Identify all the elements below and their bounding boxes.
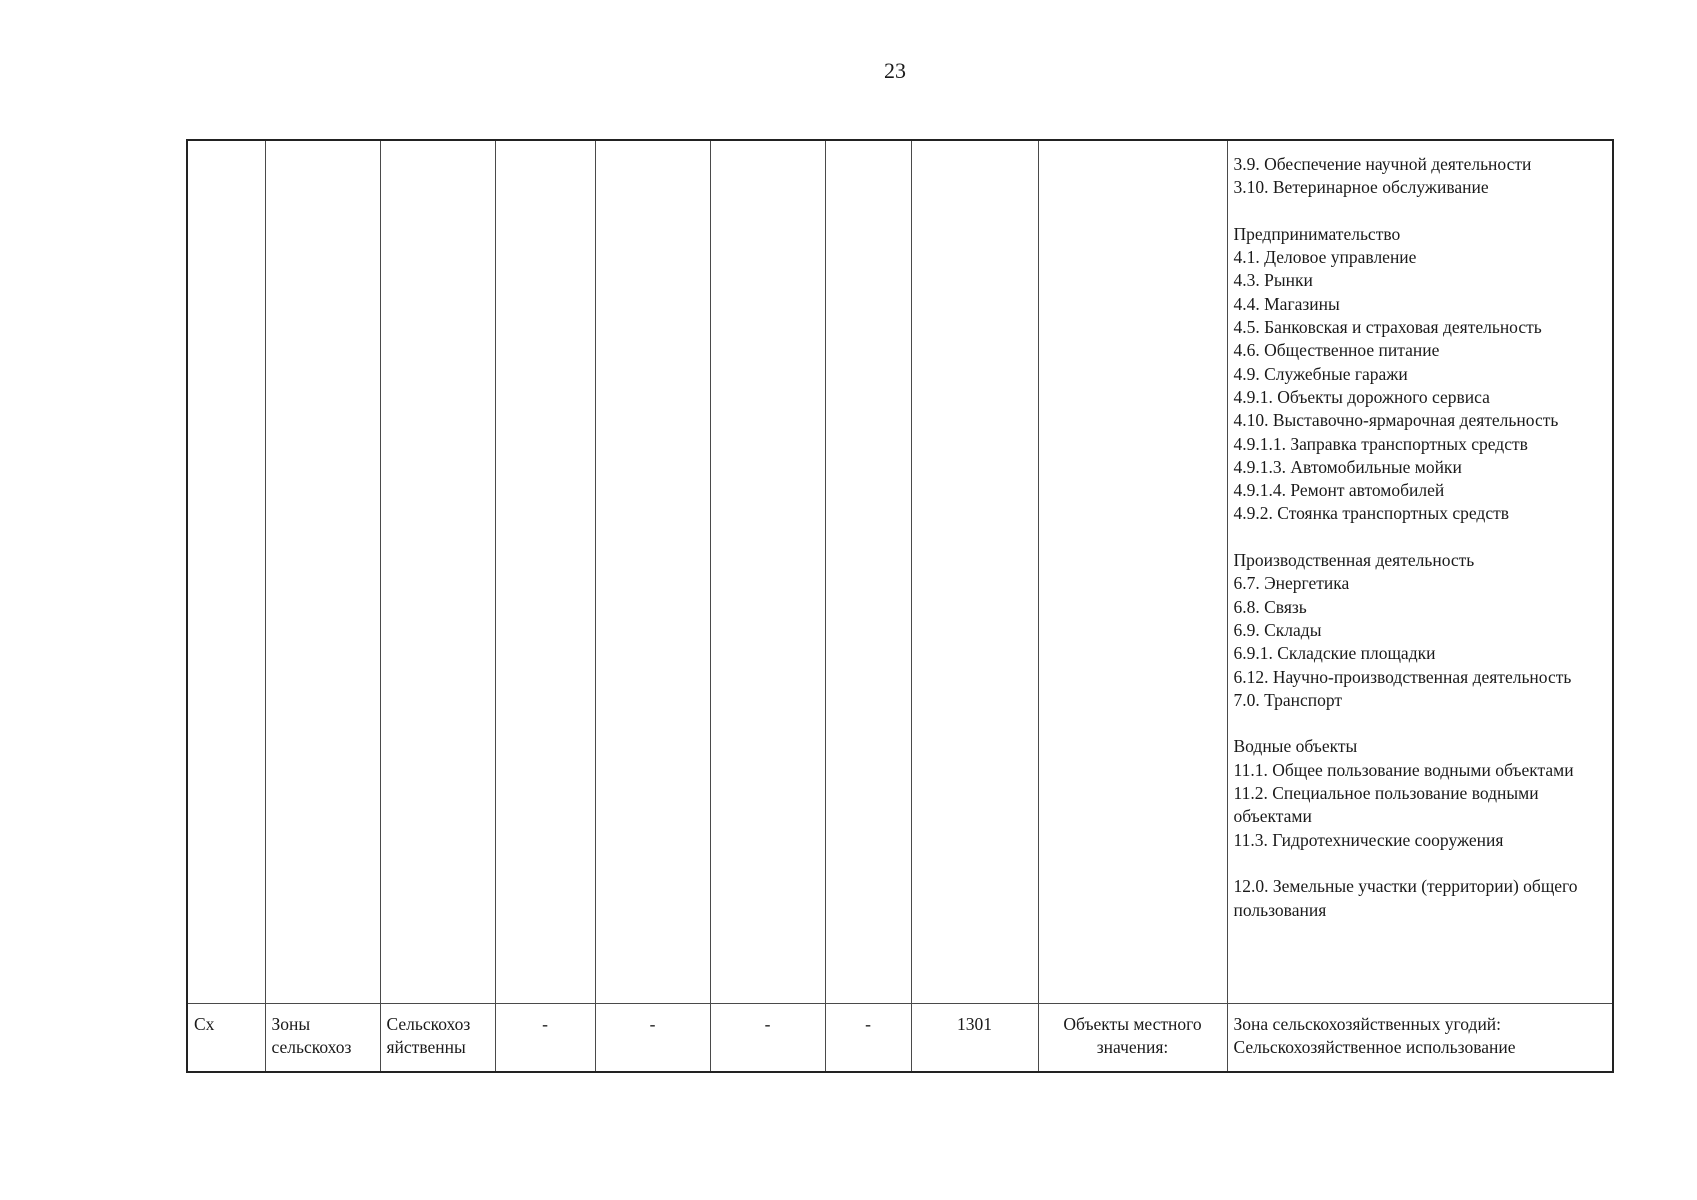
uses-group bbox=[1234, 153, 1607, 200]
uses-list-item: 4.10. Выставочно-ярмарочная деятельность bbox=[1233, 410, 1559, 431]
uses-list-item: 4.9. Служебные гаражи bbox=[1233, 363, 1408, 384]
cell-permitted-uses bbox=[1227, 140, 1613, 1004]
cell-empty bbox=[1038, 140, 1227, 1004]
cell-empty bbox=[495, 140, 595, 1004]
uses-list-item: 6.9.1. Складские площадки bbox=[1233, 643, 1436, 664]
uses-list-item: 3.9. Обеспечение научной деятельности bbox=[1233, 154, 1532, 174]
uses-list-item: 4.9.1.4. Ремонт автомобилей bbox=[1233, 480, 1445, 501]
uses-list-item: 11.1. Общее пользование водными объектами bbox=[1233, 759, 1574, 780]
cell-zone-name: Зоны сельскохоз bbox=[265, 1004, 380, 1073]
uses-list-item: 7.0. Транспорт bbox=[1233, 689, 1343, 710]
uses-list-item: 4.1. Деловое управление bbox=[1233, 247, 1417, 268]
uses-list-item: 3.10. Ветеринарное обслуживание bbox=[1233, 177, 1489, 198]
cell-empty bbox=[710, 140, 825, 1004]
uses-list-item: 4.9.1.3. Автомобильные мойки bbox=[1233, 456, 1462, 477]
uses-group bbox=[1234, 549, 1607, 712]
cell-zone-uses: Зона сельскохозяйственных угодий: Сельскохозяйственное использование bbox=[1227, 1004, 1613, 1073]
uses-group-heading: Предпринимательство bbox=[1233, 223, 1401, 244]
uses-list-item: 4.4. Магазины bbox=[1233, 293, 1340, 314]
uses-list-item: 4.9.1.1. Заправка транспортных средств bbox=[1233, 433, 1528, 454]
uses-list-item: 4.6. Общественное питание bbox=[1233, 340, 1440, 361]
cell-zone-code: Сх bbox=[187, 1004, 265, 1073]
zoning-table bbox=[186, 139, 1614, 1073]
table-row-continuation bbox=[187, 140, 1613, 1004]
cell-value: - bbox=[710, 1004, 825, 1073]
cell-zone-number: 1301 bbox=[911, 1004, 1038, 1073]
uses-list-item: 6.7. Энергетика bbox=[1233, 573, 1350, 594]
uses-group-heading: Производственная деятельность bbox=[1233, 550, 1475, 571]
uses-list-item: 6.12. Научно-производственная деятельность bbox=[1233, 666, 1572, 687]
uses-group bbox=[1234, 735, 1607, 851]
cell-empty bbox=[825, 140, 911, 1004]
uses-list-item: 11.3. Гидротехнические сооружения bbox=[1233, 829, 1504, 850]
cell-objects: Объекты местного значения: bbox=[1038, 1004, 1227, 1073]
uses-list-item: 6.8. Связь bbox=[1233, 596, 1307, 617]
uses-group bbox=[1234, 223, 1607, 526]
cell-empty bbox=[380, 140, 495, 1004]
uses-list-item: 4.3. Рынки bbox=[1233, 270, 1313, 291]
cell-value: - bbox=[495, 1004, 595, 1073]
uses-list-item: 12.0. Земельные участки (территории) общего пользования bbox=[1233, 876, 1578, 920]
page-number: 23 bbox=[884, 58, 906, 83]
cell-empty bbox=[595, 140, 710, 1004]
uses-group-heading: Водные объекты bbox=[1233, 736, 1358, 757]
uses-group bbox=[1234, 875, 1607, 922]
uses-list-item: 11.2. Специальное пользование водными объектами bbox=[1233, 783, 1539, 827]
cell-value: - bbox=[595, 1004, 710, 1073]
uses-list-item: 6.9. Склады bbox=[1233, 619, 1322, 640]
uses-list-item: 4.9.2. Стоянка транспортных средств bbox=[1233, 503, 1509, 524]
cell-empty bbox=[911, 140, 1038, 1004]
uses-list-item: 4.9.1. Объекты дорожного сервиса bbox=[1233, 386, 1490, 407]
uses-list-item: 4.5. Банковская и страховая деятельность bbox=[1233, 317, 1542, 338]
cell-empty bbox=[187, 140, 265, 1004]
table-row-zone bbox=[187, 1004, 1613, 1073]
cell-value: - bbox=[825, 1004, 911, 1073]
cell-zone-type: Сельскохоз яйственны bbox=[380, 1004, 495, 1073]
cell-empty bbox=[265, 140, 380, 1004]
